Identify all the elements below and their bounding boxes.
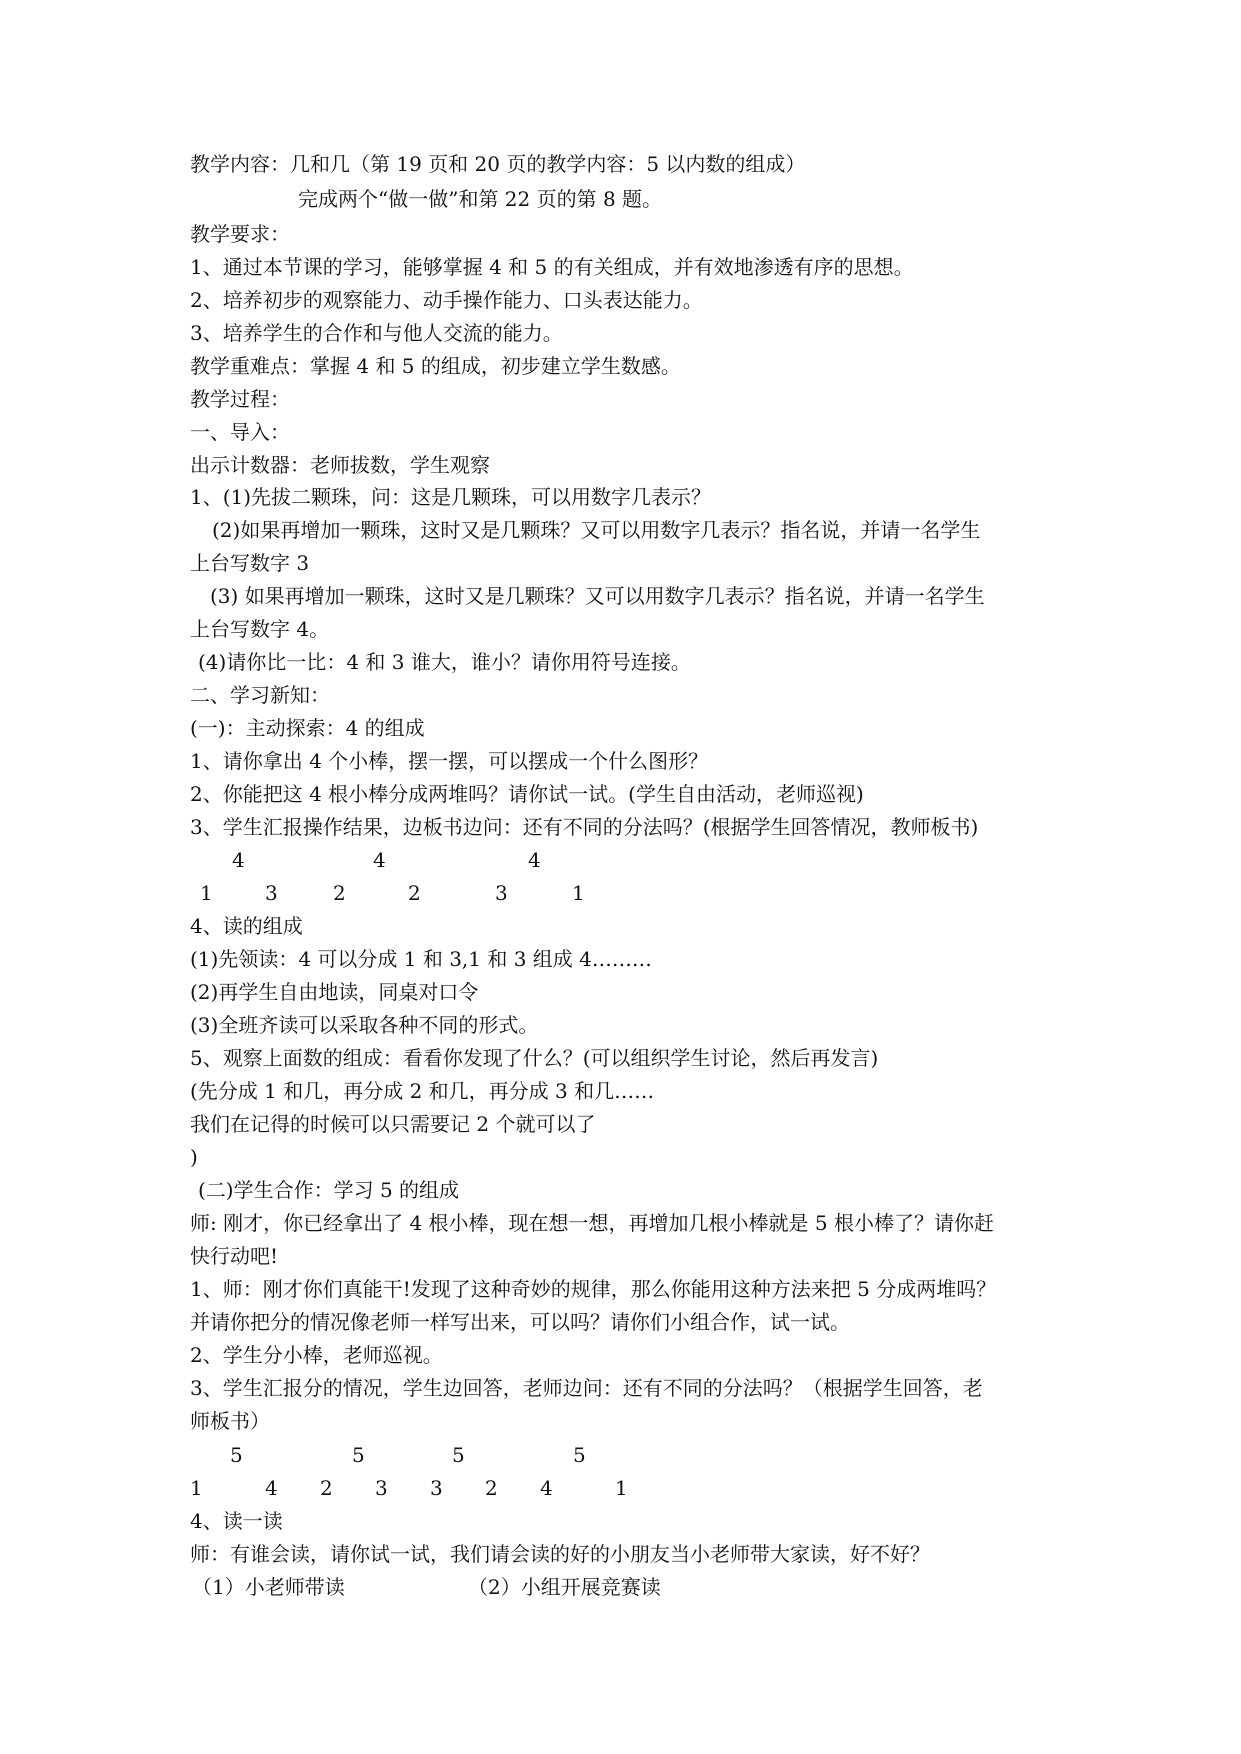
compose5-part: 1 [190, 1476, 203, 1500]
step-4-1: 1、请你拿出 4 个小棒，摆一摆，可以摆成一个什么图形？ [190, 749, 709, 773]
compose5-total: 5 [230, 1443, 243, 1467]
requirement-1: 1、通过本节课的学习，能够掌握 4 和 5 的有关组成，并有效地渗透有序的思想。 [190, 255, 914, 279]
compose5-total: 5 [352, 1443, 365, 1467]
step-5-1-continued: 并请你把分的情况像老师一样写出来，可以吗？请你们小组合作，试一试。 [190, 1310, 850, 1334]
teacher-prompt-continued: 快行动吧! [190, 1244, 279, 1268]
step-4-3: 3、学生汇报操作结果，边板书边问：还有不同的分法吗？(根据学生回答情况，教师板书) [190, 815, 979, 839]
compose4-total: 4 [232, 848, 245, 872]
compose5-part: 1 [615, 1476, 628, 1500]
step-5-1: 1、师：刚才你们真能干!发现了这种奇妙的规律，那么你能用这种方法来把 5 分成两堆吗？ [190, 1277, 997, 1301]
read-step-1: (1)先领读：4 可以分成 1 和 3,1 和 3 组成 4……… [190, 947, 652, 971]
step-5-3-continued: 师板书） [190, 1409, 270, 1433]
intro-line: 出示计数器：老师拔数，学生观察 [190, 453, 490, 477]
teacher-prompt: 师: 刚才，你已经拿出了 4 根小棒，现在想一想，再增加几根小棒就是 5 根小棒了？请你赶 [190, 1211, 994, 1235]
read-step-3: (3)全班齐读可以采取各种不同的形式。 [190, 1013, 539, 1037]
step-5-3: 3、学生汇报分的情况，学生边回答，老师边问：还有不同的分法吗？（根据学生回答，老 [190, 1376, 983, 1400]
compose5-part: 4 [265, 1476, 278, 1500]
compose5-total: 5 [452, 1443, 465, 1467]
requirement-3: 3、培养学生的合作和与他人交流的能力。 [190, 321, 563, 345]
subsection-5-composition: (二)学生合作：学习 5 的组成 [198, 1178, 460, 1202]
heading-process: 教学过程： [190, 387, 290, 411]
compose5-part: 3 [430, 1476, 443, 1500]
compose5-part: 2 [320, 1476, 333, 1500]
intro-step-3: (3) 如果再增加一颗珠，这时又是几颗珠？又可以用数字几表示？指名说，并请一名学生 [210, 584, 985, 608]
teacher-reading-prompt: 师：有谁会读，请你试一试，我们请会读的好的小朋友当小老师带大家读，好不好？ [190, 1542, 930, 1566]
requirement-2: 2、培养初步的观察能力、动手操作能力、口头表达能力。 [190, 288, 703, 312]
intro-step-2: (2)如果再增加一颗珠，这时又是几颗珠？又可以用数字几表示？指名说，并请一名学生 [212, 518, 981, 542]
intro-step-2-continued: 上台写数字 3 [190, 551, 310, 575]
intro-step-4: (4)请你比一比：4 和 3 谁大，谁小？请你用符号连接。 [198, 650, 691, 674]
reading-option-2: （2）小组开展竞赛读 [468, 1575, 661, 1599]
compose4-part: 2 [333, 881, 346, 905]
step-4-4: 4、读的组成 [190, 914, 303, 938]
compose5-part: 3 [375, 1476, 388, 1500]
compose5-part: 2 [485, 1476, 498, 1500]
compose4-part: 3 [495, 881, 508, 905]
intro-step-3-continued: 上台写数字 4。 [190, 617, 330, 641]
reading-option-1: （1）小老师带读 [192, 1575, 345, 1599]
observation-note-close: ) [190, 1145, 198, 1169]
compose4-part: 1 [572, 881, 585, 905]
observation-note: (先分成 1 和几，再分成 2 和几，再分成 3 和几…… [190, 1079, 655, 1103]
observation-note-continued: 我们在记得的时候可以只需要记 2 个就可以了 [190, 1112, 596, 1136]
step-4-2: 2、你能把这 4 根小棒分成两堆吗？请你试一试。(学生自由活动，老师巡视) [190, 782, 864, 806]
teaching-content: 教学内容：几和几（第 19 页和 20 页的教学内容：5 以内数的组成） [190, 152, 806, 176]
compose4-part: 2 [408, 881, 421, 905]
compose5-part: 4 [540, 1476, 553, 1500]
subsection-4-composition: (一)：主动探索：4 的组成 [190, 716, 425, 740]
step-5-4: 4、读一读 [190, 1509, 283, 1533]
key-points: 教学重难点：掌握 4 和 5 的组成，初步建立学生数感。 [190, 354, 681, 378]
intro-step-1: 1、(1)先拔二颗珠，问：这是几颗珠，可以用数字几表示？ [190, 485, 712, 509]
compose5-total: 5 [573, 1443, 586, 1467]
compose4-total: 4 [528, 848, 541, 872]
heading-requirements: 教学要求： [190, 222, 290, 246]
compose4-part: 1 [200, 881, 213, 905]
compose4-part: 3 [265, 881, 278, 905]
step-5-2: 2、学生分小棒，老师巡视。 [190, 1343, 443, 1367]
section-intro: 一、导入： [190, 420, 290, 444]
read-step-2: (2)再学生自由地读，同桌对口令 [190, 980, 479, 1004]
step-4-5: 5、观察上面数的组成：看看你发现了什么？(可以组织学生讨论，然后再发言) [190, 1046, 879, 1070]
compose4-total: 4 [373, 848, 386, 872]
section-new-knowledge: 二、学习新知： [190, 683, 330, 707]
teaching-content-continued: 完成两个“做一做”和第 22 页的第 8 题。 [298, 187, 663, 211]
